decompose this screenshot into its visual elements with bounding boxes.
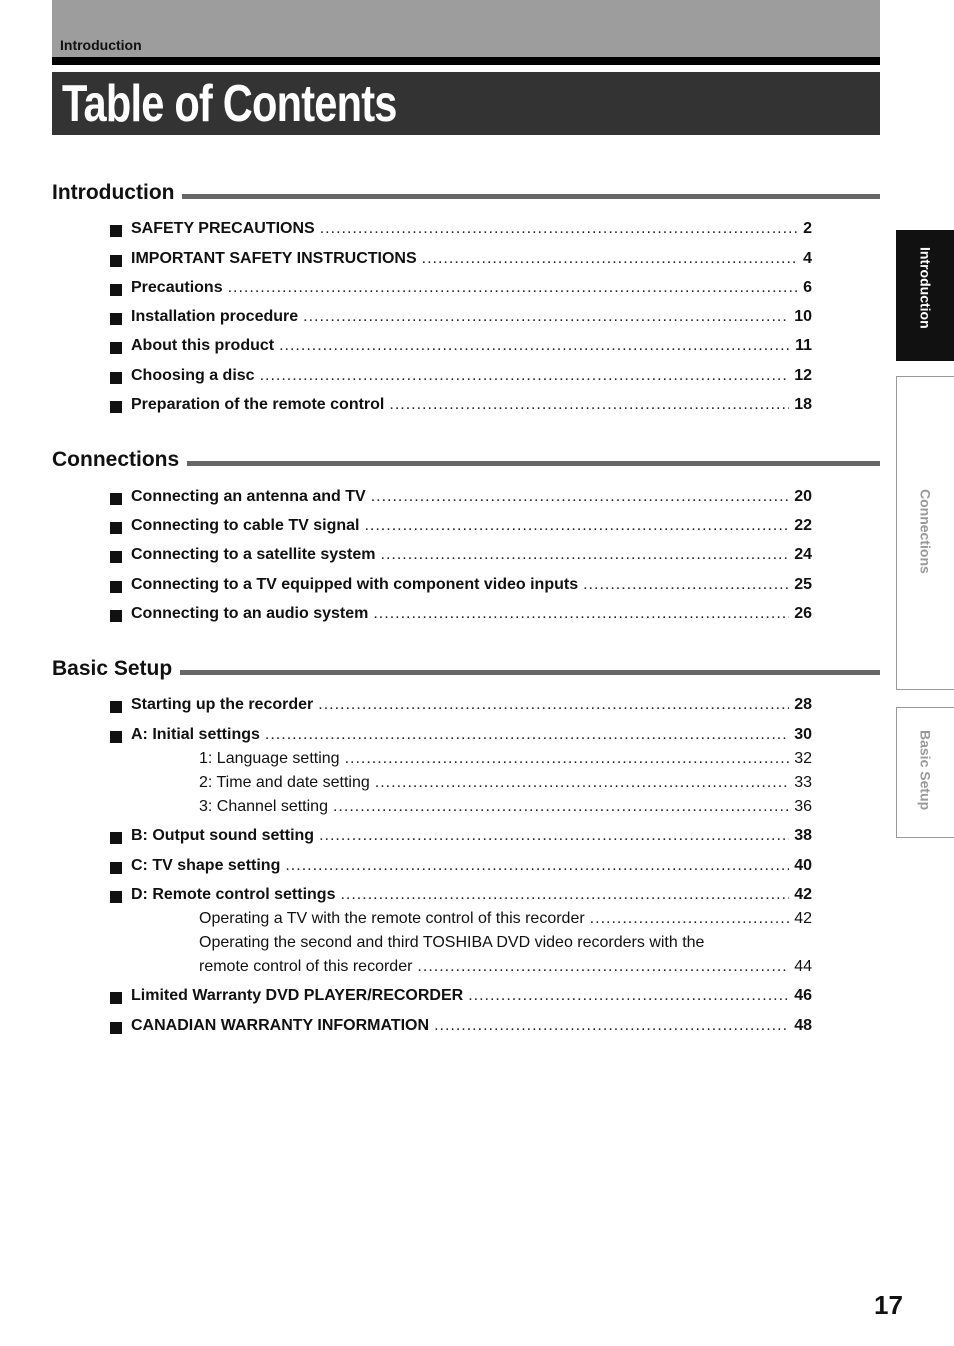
toc-subentry-channel-setting[interactable] xyxy=(199,798,812,820)
header-section-label: Introduction xyxy=(60,37,142,53)
dot-leader xyxy=(422,250,798,268)
square-bullet-icon xyxy=(110,522,122,534)
toc-entry-text: C: TV shape setting xyxy=(131,857,281,874)
toc-entry-tv-shape-setting[interactable] xyxy=(110,857,812,879)
toc-page-number: 22 xyxy=(794,517,812,534)
toc-page-number: 18 xyxy=(794,396,812,413)
dot-leader xyxy=(265,726,789,744)
title-bar xyxy=(52,72,880,135)
section-heading-connections xyxy=(52,445,880,475)
side-tab-label: Introduction xyxy=(917,247,934,329)
toc-entry-text: Operating a TV with the remote control of this recorder xyxy=(199,910,585,927)
side-tab-label: Basic Setup xyxy=(917,730,934,811)
toc-page-number: 10 xyxy=(794,308,812,325)
toc-page-number: 36 xyxy=(794,798,812,815)
toc-entry-text: IMPORTANT SAFETY INSTRUCTIONS xyxy=(131,250,417,267)
square-bullet-icon xyxy=(110,862,122,874)
square-bullet-icon xyxy=(110,701,122,713)
toc-entry-text: Precautions xyxy=(131,279,223,296)
toc-entry-starting-up-recorder[interactable] xyxy=(110,696,812,718)
toc-entry-limited-warranty[interactable] xyxy=(110,987,812,1009)
dot-leader xyxy=(319,827,789,845)
square-bullet-icon xyxy=(110,372,122,384)
toc-page-number: 30 xyxy=(794,726,812,743)
toc-entry-text: remote control of this recorder xyxy=(199,958,413,975)
side-tab-basic-setup[interactable] xyxy=(896,707,954,838)
toc-entry-text: Limited Warranty DVD PLAYER/RECORDER xyxy=(131,987,464,1004)
square-bullet-icon xyxy=(110,731,122,743)
toc-entry-important-safety-instructions[interactable] xyxy=(110,250,812,272)
toc-page-number: 42 xyxy=(794,910,812,927)
dot-leader xyxy=(285,857,789,875)
toc-entry-connecting-component-video[interactable] xyxy=(110,576,812,598)
dot-leader xyxy=(583,576,789,594)
toc-entry-connecting-audio-system[interactable] xyxy=(110,605,812,627)
toc-page-number: 26 xyxy=(794,605,812,622)
toc-entry-text: Installation procedure xyxy=(131,308,299,325)
section-rule xyxy=(182,194,880,199)
page-number: 17 xyxy=(874,1290,903,1320)
toc-page-number: 6 xyxy=(803,279,812,296)
dot-leader xyxy=(375,774,789,792)
toc-page-number: 12 xyxy=(794,367,812,384)
toc-entry-text: Connecting to a satellite system xyxy=(131,546,376,563)
toc-entry-connecting-antenna-tv[interactable] xyxy=(110,488,812,510)
dot-leader xyxy=(279,337,790,355)
square-bullet-icon xyxy=(110,225,122,237)
toc-page-number: 11 xyxy=(795,337,812,354)
toc-entry-connecting-cable-tv[interactable] xyxy=(110,517,812,539)
square-bullet-icon xyxy=(110,1022,122,1034)
toc-page-number: 46 xyxy=(794,987,812,1004)
square-bullet-icon xyxy=(110,401,122,413)
toc-page-number: 33 xyxy=(794,774,812,791)
dot-leader xyxy=(381,546,790,564)
toc-entry-text: 2: Time and date setting xyxy=(199,774,370,791)
toc-entry-text: About this product xyxy=(131,337,275,354)
toc-entry-canadian-warranty[interactable] xyxy=(110,1017,812,1039)
toc-entry-text: Connecting an antenna and TV xyxy=(131,488,366,505)
toc-page-number: 48 xyxy=(794,1017,812,1034)
toc-page-number: 24 xyxy=(794,546,812,563)
toc-entry-text: Choosing a disc xyxy=(131,367,255,384)
toc-subentry-time-date-setting[interactable] xyxy=(199,774,812,796)
toc-subentry-operating-second-third-line2[interactable] xyxy=(199,958,812,980)
square-bullet-icon xyxy=(110,992,122,1004)
toc-entry-text: A: Initial settings xyxy=(131,726,260,743)
square-bullet-icon xyxy=(110,581,122,593)
toc-entry-text: Preparation of the remote control xyxy=(131,396,385,413)
dot-leader xyxy=(468,987,789,1005)
dot-leader xyxy=(340,886,789,904)
dot-leader xyxy=(389,396,789,414)
side-tab-introduction[interactable] xyxy=(896,230,954,361)
dot-leader xyxy=(228,279,799,297)
toc-entry-about-this-product[interactable] xyxy=(110,337,812,359)
toc-page-number: 28 xyxy=(794,696,812,713)
toc-page-number: 20 xyxy=(794,488,812,505)
section-rule xyxy=(187,461,880,466)
toc-entry-installation-procedure[interactable] xyxy=(110,308,812,330)
square-bullet-icon xyxy=(110,342,122,354)
dot-leader xyxy=(364,517,789,535)
dot-leader xyxy=(318,696,789,714)
toc-page-number: 4 xyxy=(803,250,812,267)
toc-entry-text: Connecting to an audio system xyxy=(131,605,369,622)
toc-entry-precautions[interactable] xyxy=(110,279,812,301)
toc-page-number: 25 xyxy=(794,576,812,593)
toc-entry-text: Starting up the recorder xyxy=(131,696,314,713)
toc-subentry-operating-second-third-line1[interactable]: Operating the second and third TOSHIBA DVD video recorders with the xyxy=(199,934,705,951)
square-bullet-icon xyxy=(110,551,122,563)
toc-page-number: 42 xyxy=(794,886,812,903)
dot-leader xyxy=(417,958,789,976)
section-title: Basic Setup xyxy=(52,657,173,680)
toc-entry-preparation-of-remote-control[interactable] xyxy=(110,396,812,418)
dot-leader xyxy=(303,308,789,326)
dot-leader xyxy=(345,750,790,768)
dot-leader xyxy=(371,488,790,506)
side-tab-connections[interactable] xyxy=(896,376,954,690)
toc-page-number: 38 xyxy=(794,827,812,844)
dot-leader xyxy=(434,1017,789,1035)
header-band xyxy=(52,0,880,57)
toc-entry-text: B: Output sound setting xyxy=(131,827,315,844)
toc-page-number: 44 xyxy=(794,958,812,975)
square-bullet-icon xyxy=(110,610,122,622)
toc-entry-connecting-satellite[interactable] xyxy=(110,546,812,568)
page-title: Table of Contents xyxy=(62,75,397,133)
toc-entry-safety-precautions[interactable] xyxy=(110,220,812,242)
toc-entry-text: 3: Channel setting xyxy=(199,798,328,815)
toc-entry-text: CANADIAN WARRANTY INFORMATION xyxy=(131,1017,430,1034)
square-bullet-icon xyxy=(110,313,122,325)
toc-entry-text: Connecting to cable TV signal xyxy=(131,517,360,534)
toc-entry-remote-control-settings[interactable] xyxy=(110,886,812,908)
header-rule xyxy=(52,57,880,65)
toc-page-number: 32 xyxy=(794,750,812,767)
square-bullet-icon xyxy=(110,832,122,844)
dot-leader xyxy=(590,910,790,928)
side-tab-label: Connections xyxy=(917,489,934,574)
square-bullet-icon xyxy=(110,255,122,267)
section-title: Connections xyxy=(52,448,180,471)
toc-page-number: 2 xyxy=(803,220,812,237)
toc-entry-initial-settings[interactable] xyxy=(110,726,812,748)
square-bullet-icon xyxy=(110,284,122,296)
dot-leader xyxy=(373,605,789,623)
toc-subentry-operating-tv[interactable] xyxy=(199,910,812,932)
square-bullet-icon xyxy=(110,493,122,505)
section-title: Introduction xyxy=(52,181,175,204)
toc-entry-text: D: Remote control settings xyxy=(131,886,336,903)
toc-entry-choosing-a-disc[interactable] xyxy=(110,367,812,389)
dot-leader xyxy=(320,220,798,238)
toc-entry-output-sound-setting[interactable] xyxy=(110,827,812,849)
square-bullet-icon xyxy=(110,891,122,903)
dot-leader xyxy=(260,367,790,385)
section-heading-introduction xyxy=(52,178,880,208)
dot-leader xyxy=(333,798,789,816)
toc-page-number: 40 xyxy=(794,857,812,874)
section-heading-basic-setup xyxy=(52,654,880,684)
section-rule xyxy=(180,670,880,675)
toc-entry-text: Connecting to a TV equipped with component video inputs xyxy=(131,576,579,593)
toc-entry-text: 1: Language setting xyxy=(199,750,340,767)
toc-subentry-language-setting[interactable] xyxy=(199,750,812,772)
toc-entry-text: SAFETY PRECAUTIONS xyxy=(131,220,315,237)
